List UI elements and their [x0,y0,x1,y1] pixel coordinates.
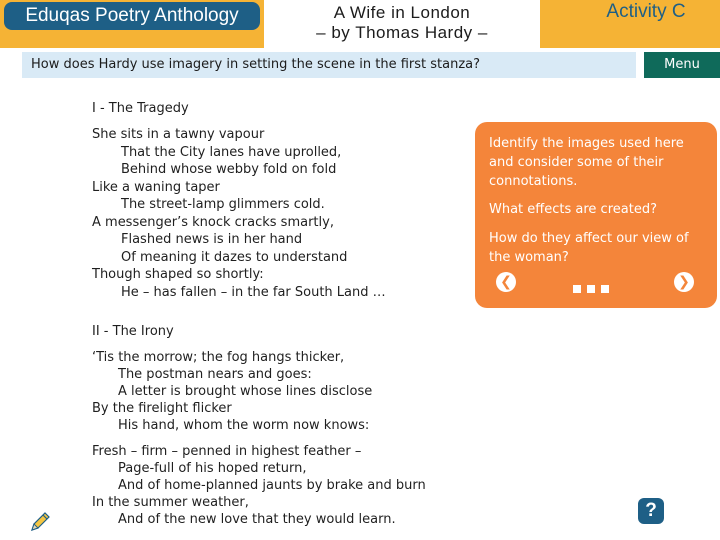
page-dot[interactable] [587,285,595,293]
poem-line: Page-full of his hoped return, [118,461,307,476]
chevron-left-icon[interactable]: ❮ [496,272,516,292]
poem-line: Though shaped so shortly: [92,267,264,282]
prompt-identify: Identify the images used here and consider some of their connotations. [489,136,684,189]
page-dot[interactable] [573,285,581,293]
poem-line: Behind whose webby fold on fold [121,162,337,177]
page-dot[interactable] [601,285,609,293]
poem-line: The street-lamp glimmers cold. [121,197,325,212]
chevron-right-icon[interactable]: ❯ [674,272,694,292]
prompt-panel [475,122,717,308]
poem-line: That the City lanes have uprolled, [121,144,342,160]
poem-line: Flashed news is in her hand [121,232,303,247]
poem-line: He – has fallen – in the far South Land … [121,284,386,300]
poem-line: His hand, whom the worm now knows: [118,418,370,433]
poem-line: Fresh – firm – penned in highest feather – [92,444,362,459]
poem-line: She sits in a tawny vapour [92,127,265,142]
poem-line: A messenger’s knock cracks smartly, [92,214,334,230]
title-line-2: – by Thomas Hardy – [316,23,488,42]
page-title [264,0,540,48]
stanza-tragedy [92,126,386,301]
activity-label: Activity C [606,1,686,22]
brand-label: Eduqas Poetry Anthology [4,2,260,30]
pencil-icon[interactable] [28,510,52,534]
poem-line: ‘Tis the morrow; the fog hangs thicker, [92,350,345,365]
section-heading-tragedy: I - The Tragedy [92,101,189,116]
poem-line: A letter is brought whose lines disclose [118,384,373,399]
poem-line: By the firelight flicker [92,401,232,416]
prompt-view: How do they affect our view of the woman? [489,231,689,265]
poem-line: And of home-planned jaunts by brake and burn [118,478,426,493]
poem-line: And of the new love that they would learn. [118,512,396,527]
poem-line: Of meaning it dazes to understand [121,249,348,265]
poem-line: Like a waning taper [92,179,220,195]
menu-button[interactable]: Menu [644,52,720,78]
title-line-1: A Wife in London [333,3,471,22]
poem-line: In the summer weather, [92,495,249,510]
help-icon[interactable]: ? [638,498,664,524]
pagination-dots [573,278,615,297]
prompt-effects: What effects are created? [489,202,657,217]
stanza-irony-2 [92,443,426,528]
poem-line: The postman nears and goes: [118,367,312,382]
stanza-irony-1 [92,349,372,434]
question-bar: How does Hardy use imagery in setting the scene in the first stanza? [22,52,636,78]
section-heading-irony: II - The Irony [92,324,174,339]
